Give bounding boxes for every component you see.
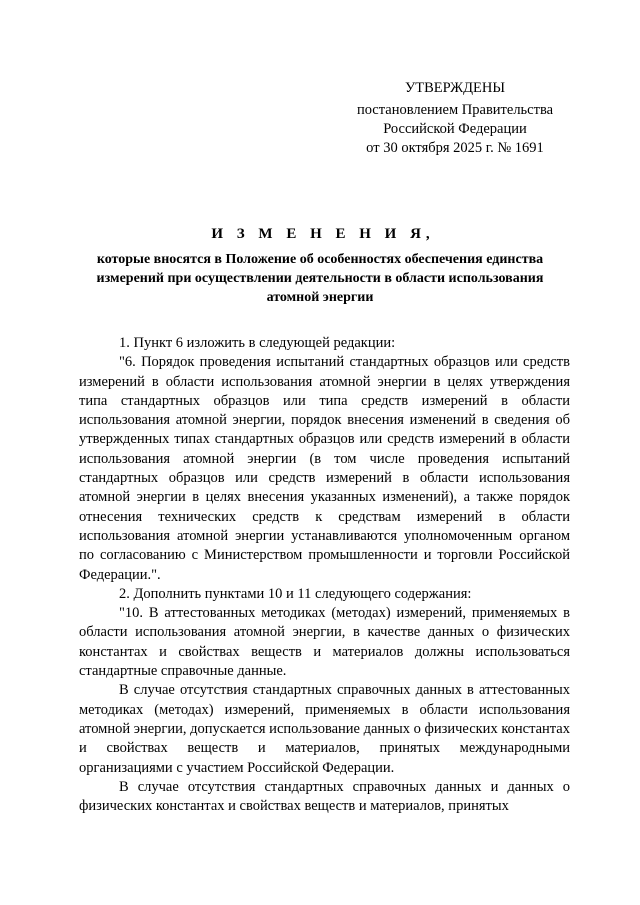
approval-line-date-number: от 30 октября 2025 г. № 1691 [366, 140, 544, 156]
document-subtitle: которые вносятся в Положение об особенностях обеспечения единства измерений при осуществлении деятельности в области использования атомной энергии [96, 252, 544, 305]
paragraph-no-standard-data: В случае отсутствия стандартных справочных данных в аттестованных методиках (методах) измерений, применяемых в области использования атомной энергии, допускается использование данных о физических константах и свойствах веществ и материалов, принятых международными организациями с участием Российской Федерации. [79, 682, 570, 776]
approval-line-decree: постановлением Правительства [356, 102, 554, 118]
document-title: И З М Е Н Е Н И Я, [211, 226, 435, 242]
approval-stamp-title: УТВЕРЖДЕНЫ [404, 80, 506, 96]
document-body [79, 334, 570, 816]
approval-line-government: Российской Федерации [383, 121, 527, 137]
paragraph-item-1: 1. Пункт 6 изложить в следующей редакции: [119, 335, 396, 351]
paragraph-item-6-text: "6. Порядок проведения испытаний стандартных образцов или средств измерений в области использования атомной энергии в целях утверждения типа стандартных образцов или типа средств измерений в области использования атомной энергии, порядок внесения изменений в сведения об утвержденных типах стандартных образцов или средств измерений в области использования атомной энергии (в том числе проведения испытаний стандартных образцов или средств измерений в области использования атомной энергии в целях внесения указанных изменений), а также порядок отнесения технических средств к средствам измерений в области использования атомной энергии устанавливаются уполномоченным органом по согласованию с Министерством промышленности и торговли Российской Федерации.". [79, 354, 570, 583]
paragraph-item-10-text: "10. В аттестованных методиках (методах) измерений, применяемых в области использования атомной энергии, в качестве данных о физических константах и свойствах веществ и материалов должны использоваться стандартные справочные данные. [79, 605, 570, 680]
paragraph-no-data-continued: В случае отсутствия стандартных справочных данных и данных о физических константах и свойствах веществ и материалов, принятых [79, 778, 570, 815]
paragraph-item-2: 2. Дополнить пунктами 10 и 11 следующего содержания: [119, 585, 472, 602]
